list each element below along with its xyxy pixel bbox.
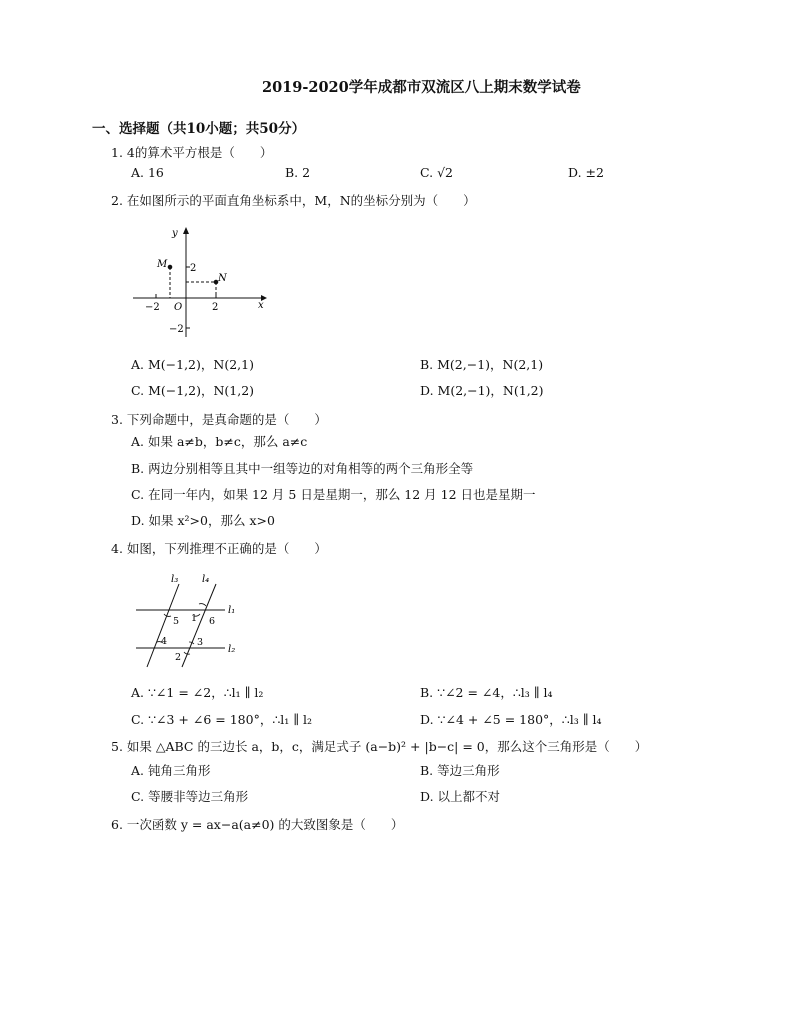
q6-stem: 6. 一次函数 y = ax−a(a≠0) 的大致图象是（ ） <box>111 817 404 832</box>
q2-option-a: A. M(−1,2)，N(2,1) <box>131 357 254 372</box>
q5-option-c: C. 等腰非等边三角形 <box>131 789 249 804</box>
x-tick-neg2: −2 <box>145 302 160 313</box>
q1-option-a: A. 16 <box>131 165 164 180</box>
y-tick-neg2: −2 <box>169 324 184 335</box>
q4-parallel-lines-figure <box>130 570 245 670</box>
y-axis-arrow <box>183 227 189 234</box>
q5-option-b: B. 等边三角形 <box>420 763 500 778</box>
angle-5-label: 5 <box>173 616 180 627</box>
q4-option-b: B. ∵∠2 = ∠4，∴l₃ ∥ l₄ <box>420 685 553 700</box>
x-tick-2: 2 <box>212 302 219 313</box>
origin-label: O <box>174 302 183 313</box>
angle-2-label: 2 <box>175 652 182 663</box>
q1-stem: 1. 4的算术平方根是（ ） <box>111 145 273 160</box>
q2-option-d: D. M(2,−1)，N(1,2) <box>420 383 544 398</box>
l2-label: l₂ <box>228 644 236 655</box>
point-m <box>168 265 173 270</box>
l4-label: l₄ <box>202 574 210 585</box>
q2-option-b: B. M(2,−1)，N(2,1) <box>420 357 544 372</box>
q1-option-b: B. 2 <box>285 165 311 180</box>
x-axis-label: x <box>258 300 264 311</box>
q5-option-d: D. 以上都不对 <box>420 789 501 804</box>
angle-3-label: 3 <box>197 637 204 648</box>
y-tick-2: 2 <box>190 263 197 274</box>
q3-option-a: A. 如果 a≠b，b≠c，那么 a≠c <box>131 434 308 449</box>
q2-stem: 2. 在如图所示的平面直角坐标系中，M，N的坐标分别为（ ） <box>111 193 476 208</box>
angle-6-label: 6 <box>209 616 216 627</box>
q4-option-d: D. ∵∠4 + ∠5 = 180°，∴l₃ ∥ l₄ <box>420 712 602 727</box>
q5-stem: 5. 如果 △ABC 的三边长 a，b，c，满足式子 (a−b)² + |b−c| = 0，那么这个三角形是（ ） <box>111 739 648 754</box>
l3-label: l₃ <box>171 574 179 585</box>
l1-label: l₁ <box>228 605 236 616</box>
m-label: M <box>157 259 168 270</box>
q4-option-c: C. ∵∠3 + ∠6 = 180°，∴l₁ ∥ l₂ <box>131 712 313 727</box>
q5-option-a: A. 钝角三角形 <box>131 763 211 778</box>
q1-option-c: C. √2 <box>420 165 453 180</box>
q3-stem: 3. 下列命题中，是真命题的是（ ） <box>111 412 327 427</box>
angle-1-label: 1 <box>191 613 198 624</box>
angle-4-label: 4 <box>161 636 168 647</box>
q3-option-b: B. 两边分别相等且其中一组等边的对角相等的两个三角形全等 <box>131 461 474 476</box>
q3-option-d: D. 如果 x²>0，那么 x>0 <box>131 513 275 528</box>
y-axis-label: y <box>172 228 178 239</box>
q2-coordinate-figure <box>125 222 270 342</box>
q2-option-c: C. M(−1,2)，N(1,2) <box>131 383 255 398</box>
page-title: 2019-2020学年成都市双流区八上期末数学试卷 <box>262 79 581 96</box>
section-heading: 一、选择题（共10小题；共50分） <box>92 121 306 137</box>
q3-option-c: C. 在同一年内，如果 12 月 5 日是星期一，那么 12 月 12 日也是星期一 <box>131 487 536 502</box>
q4-stem: 4. 如图，下列推理不正确的是（ ） <box>111 541 327 556</box>
n-label: N <box>218 273 227 284</box>
q4-option-a: A. ∵∠1 = ∠2，∴l₁ ∥ l₂ <box>131 685 264 700</box>
q1-option-d: D. ±2 <box>568 165 604 180</box>
